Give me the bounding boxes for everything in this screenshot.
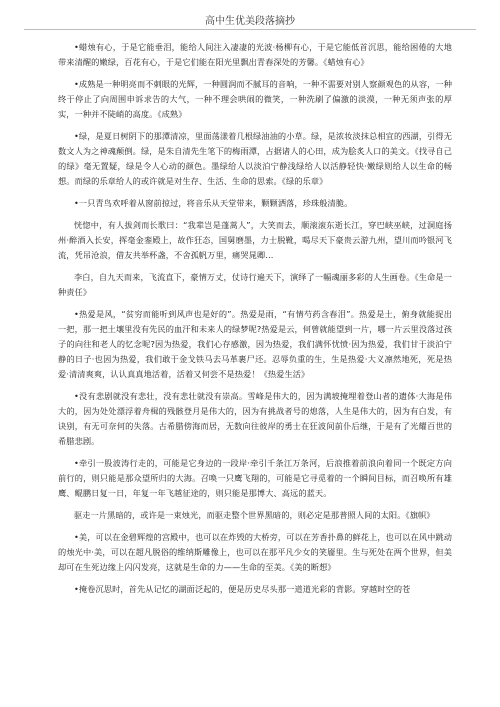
paragraph-bluebird: •一只青鸟欢呼着从窗前掠过，将音乐从天堂带来，颗颗洒落，珍珠般清脆。 bbox=[74, 198, 353, 208]
header-divider bbox=[24, 29, 476, 30]
paragraph-li-bai-song: 恍惚中，有人拔剑而长歌曰：“我辈岂是蓬蒿人”，大笑而去，顺滚滚东逝长江，穿巴峡巫峡，过洞庭扬州·醉酒入长安，挥毫金銮殿上，故作狂态，国舅磨墨，力士脱靴，喝尽天下豪贵云游九州，望川而吟银河飞流，凭吊沧浪，借友共举杯盏，不舍孤帆万里，痛哭晁卿… bbox=[58, 220, 452, 260]
paragraph-history: •掩卷沉思时，首先从记忆的湖面泛起的，便是历史尽头那一道道光彩的背影。穿越时空的苍 bbox=[74, 584, 411, 594]
paragraph-green: •绿，是夏日树阴下的那潭清凉，里面荡漾着几根绿油油的小草。绿，是浓妆淡抹总相宜的西湖，引得无数文人为之神魂颠倒。绿，是朱自清先生笔下的梅雨潭，占据诸人的心田，成为脍炙人口的美文。《找寻自己的绿》毫无置疑，绿是令人心动的颜色。墨绿给人以淡泊宁静浅绿给人以活静轻快·嫩绿则给人以生命的畅想。而绿的乐章给人的或许就是对生存、生活、生命的思索。《绿的乐章》 bbox=[58, 131, 452, 186]
paragraph-beauty: •美，可以在金碧辉煌的宫殿中，也可以在炸毁的大桥旁，可以在芳香扑鼻的鲜花上，也可以在风中跳动的烛光中·美，可以在超凡脱俗的维纳斯雕像上，也可以在那平凡少女的笑靥里。生与死处在两个世界，但美却可在生死边缘上闪闪发亮，这就是生命的力——生命的至美。《美的断想》 bbox=[58, 532, 452, 572]
paragraph-tragedy: •没有悲剧就没有悲壮，没有悲壮就没有崇高。雪峰是伟大的，因为满坡掩埋着登山者的遗体·大海是伟大的，因为处处漂浮着舟楫的残骸登月是伟大的，因为有挑战者号的熄落，人生是伟大的，因为有白发，有诀别，有无可奈何的失落。古希腊傍海而居，无数向往彼岸的勇士在狂波间前仆后继，于是有了光耀百世的希腊悲剧。 bbox=[58, 391, 452, 446]
paragraph-wave-ocean: •牵引一股波涛行走的，可能是它身边的一段岸·牵引千条江万条河，后浪推着前浪向着同一个既定方向前行的，则只能是那众望所归的大海。召唤一只鹰飞翔的，可能是它寻觅着的一个瞬间目标，而召唤所有雄鹰、鲲鹏日复一日，年复一年飞越征途的，则只能是那博大、高远的蓝天。 bbox=[58, 458, 452, 498]
paragraph-li-bai-life: 李白，自九天而来，飞流直下，豪情万丈，仗诗行遍天下，演绎了一幅魂丽多彩的人生画卷。《生命是一种责任》 bbox=[58, 272, 452, 297]
page-title: 高中生优美段落摘抄 bbox=[205, 16, 295, 27]
paragraph-maturity: •成熟是一种明亮而不刺眼的光辉，一种圆润而不腻耳的音响，一种不需要对别人察颜观色的从容，一种终于停止了向周围申诉求告的大气，一种不理会哄闹的微笑，一种洗刷了偏激的淡漠，一种无须声张的厚实，一种并不陡峭的高度。《成熟》 bbox=[58, 79, 452, 119]
paragraph-sun: 驱走一片黑暗的，或许是一束烛光，而驱走整个世界黑暗的，则必定是那普照人间的太阳。《旗帜》 bbox=[74, 510, 435, 520]
paragraph-love-life: •热爱是风，“贫穷而能听到风声也是好的”。热爱是雨，“有情芍药含春泪”。热爱是土，俯身就能捉出一把，那一把土壤里没有先民的血汗和未来人的绿梦呢?热爱是云，何曾就能望到一片，哪一片云里没落过孩子的向往和老人的忆念呢?因为热爱，我们心存感激，因为热爱，我们满怀忧愤·因为热爱，我们甘于淡泊宁静的日子·也因为热爱，我们敢于金戈铁马去马革裹尸还。忍辱负重的生，生是热爱·大义凛然地死，死是热爱·清清爽爽，认认真真地活着，活着又何尝不是热爱！《热爱生活》 bbox=[58, 309, 452, 379]
paragraph-candle: •蜡烛有心，于是它能垂泪，能给人间注入凄凄的光波·杨柳有心，于是它能低首沉思，能给困倦的大地带来清醒的嫩绿，百花有心，于是它们能在阳光里飘出青春深处的芳馨。《蜡烛有心》 bbox=[58, 42, 452, 67]
